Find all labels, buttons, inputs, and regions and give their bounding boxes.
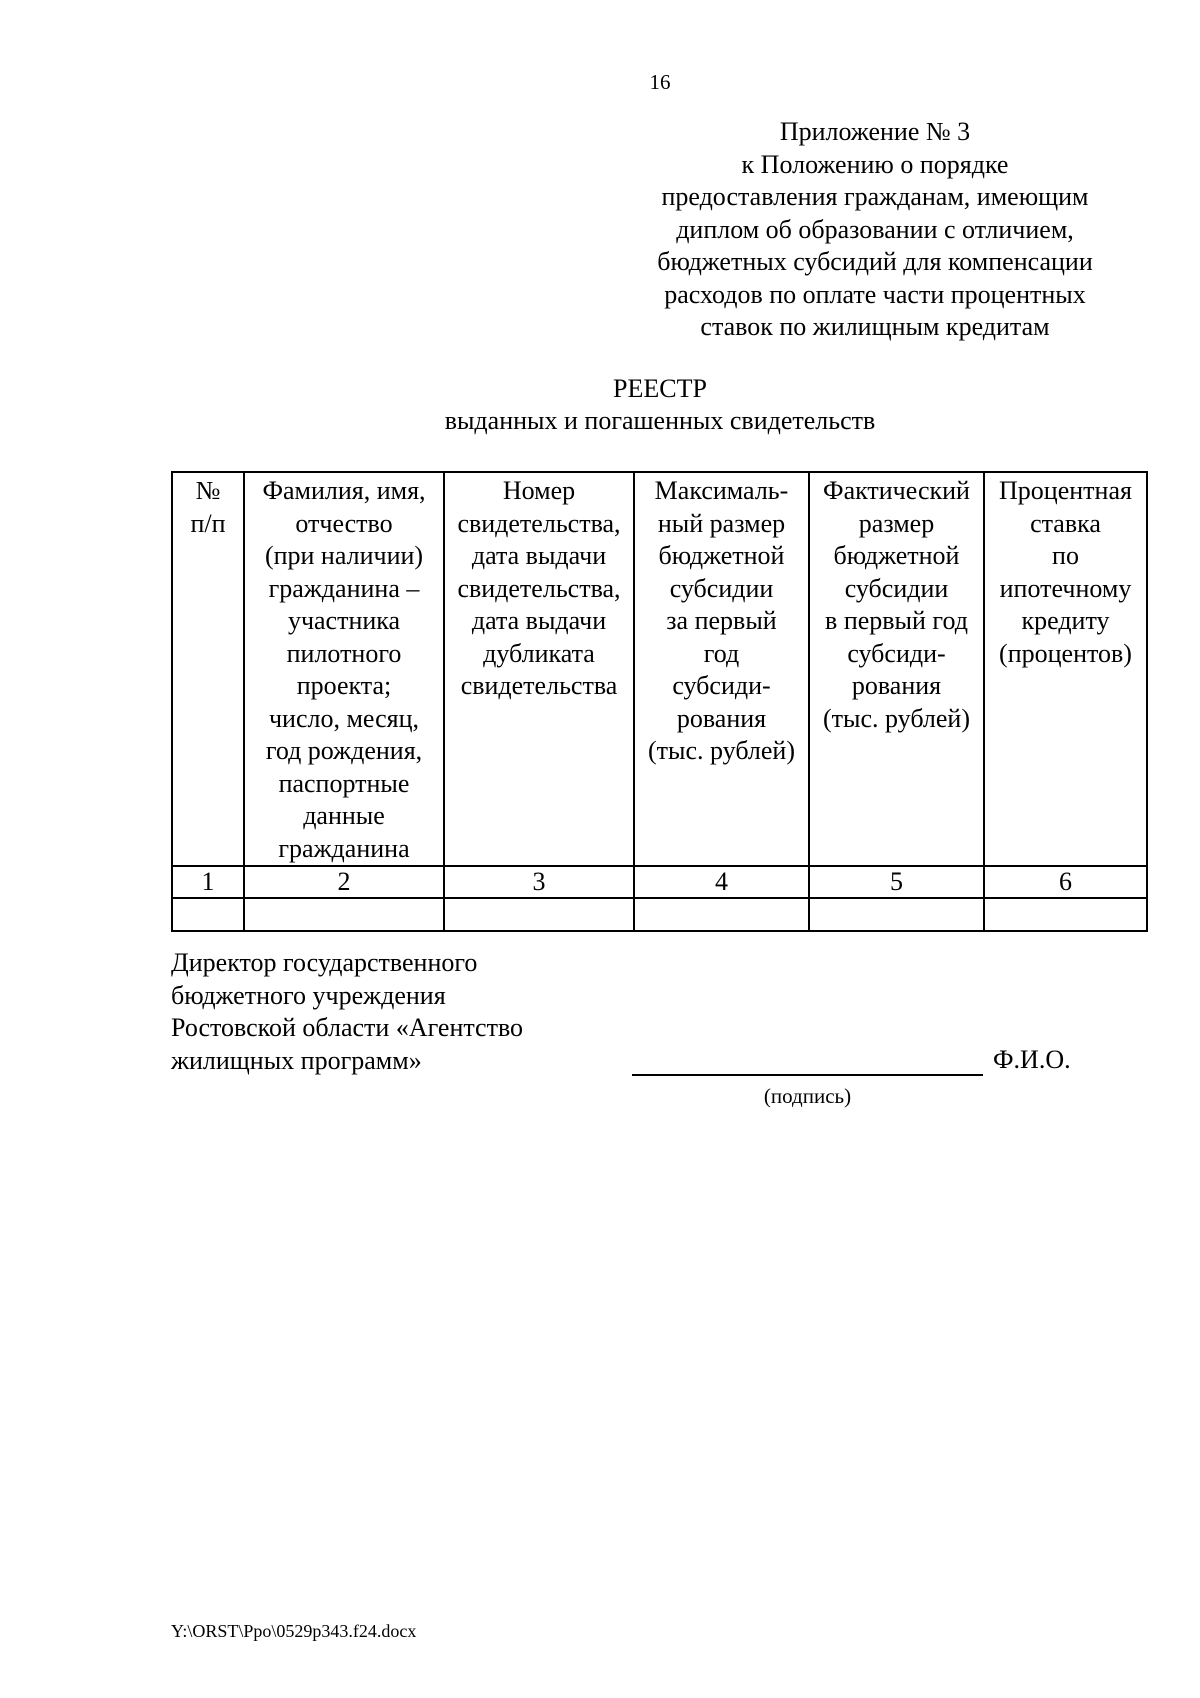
header-text: Фактический (823, 476, 970, 505)
file-path: Y:\ORST\Ppo\0529p343.f24.docx (171, 1621, 417, 1641)
header-text: дата выдачи (471, 541, 607, 570)
header-text: число, месяц, (268, 703, 420, 733)
register-heading (0, 373, 1200, 437)
header-cell-interest-rate (984, 472, 1147, 866)
header-text: субсиди- (847, 638, 946, 668)
header-text: проекта; (296, 671, 392, 700)
header-row (172, 472, 1147, 866)
header-text: рования (851, 671, 942, 700)
header-cell-certificate (444, 472, 634, 866)
header-cell-max-subsidy (634, 472, 809, 866)
header-text: пилотного (286, 638, 402, 668)
appendix-line: Приложение № 3 (779, 117, 971, 146)
column-number: 6 (984, 866, 1147, 898)
header-text: ный размер (657, 508, 786, 538)
header-text: кредиту (1021, 606, 1110, 635)
signatory-fio: Ф.И.О. (993, 1045, 1071, 1074)
header-text: Номер (502, 476, 576, 505)
header-text: дата выдачи (471, 606, 607, 635)
header-text: субсиди- (672, 671, 771, 700)
header-text: свидетельства, (457, 508, 621, 538)
signatory-line: жилищных программ» (171, 1045, 422, 1075)
header-text: рования (676, 703, 767, 733)
header-text: год рождения, (265, 736, 423, 765)
header-text: отчество (295, 508, 393, 538)
page-number: 16 (649, 70, 671, 94)
empty-cell (984, 898, 1147, 931)
appendix-line: расходов по оплате части процентных (664, 279, 1086, 309)
header-text: бюджетной (833, 541, 960, 570)
column-number: 2 (244, 866, 444, 898)
header-text: (при наличии) (264, 541, 424, 570)
header-text: год (703, 638, 740, 668)
empty-cell (172, 898, 244, 931)
signatory-line: Директор государственного (171, 948, 478, 977)
header-text: (процентов) (999, 638, 1132, 668)
empty-cell (444, 898, 634, 931)
header-text: размер (858, 508, 935, 538)
header-text: Максималь- (654, 476, 789, 505)
appendix-line: бюджетных субсидий для компенсации (657, 247, 1093, 276)
header-text: субсидии (844, 573, 949, 603)
empty-cell (634, 898, 809, 931)
signatory-line: Ростовской области «Агентство (171, 1013, 524, 1042)
empty-cell (809, 898, 984, 931)
signature-caption: (подпись) (763, 1084, 852, 1108)
header-cell-citizen (244, 472, 444, 866)
header-text: гражданина (278, 833, 410, 863)
appendix-line: к Положению о порядке (741, 149, 1009, 179)
header-text: № (195, 476, 221, 505)
header-text: паспортные (278, 768, 410, 798)
empty-data-row (172, 898, 1147, 931)
column-number: 3 (444, 866, 634, 898)
header-cell-actual-subsidy (809, 472, 984, 866)
header-text: в первый год (825, 606, 968, 635)
appendix-line: предоставления гражданам, имеющим (661, 182, 1089, 211)
header-text: п/п (190, 508, 226, 538)
header-text: бюджетной (658, 541, 785, 570)
register-title: РЕЕСТР (613, 374, 707, 403)
column-number: 5 (809, 866, 984, 898)
header-text: Фамилия, имя, (262, 476, 426, 505)
header-text: Процентная (999, 476, 1132, 505)
signatory-block (171, 947, 771, 1077)
header-text: гражданина – (268, 573, 420, 603)
header-text: (тыс. рублей) (647, 736, 795, 765)
column-number: 4 (634, 866, 809, 898)
appendix-line: диплом об образовании с отличием, (676, 214, 1074, 244)
header-text: (тыс. рублей) (822, 703, 970, 733)
column-number: 1 (172, 866, 244, 898)
header-text: ипотечному (999, 573, 1132, 603)
column-number-row (172, 866, 1147, 898)
header-text: ставка (1030, 508, 1101, 538)
appendix-heading (615, 116, 1135, 344)
header-text: субсидии (669, 573, 774, 603)
signatory-line: бюджетного учреждения (171, 980, 446, 1010)
header-cell-number (172, 472, 244, 866)
header-text: свидетельства (460, 671, 618, 700)
header-text: участника (287, 606, 401, 635)
header-text: по (1052, 541, 1079, 570)
registry-table (171, 471, 1148, 932)
signature-line (632, 1074, 983, 1076)
header-text: свидетельства, (457, 573, 621, 603)
header-text: за первый (666, 606, 777, 635)
register-subtitle: выданных и погашенных свидетельств (444, 406, 876, 435)
header-text: дубликата (483, 638, 595, 668)
empty-cell (244, 898, 444, 931)
appendix-line: ставок по жилищным кредитам (700, 312, 1050, 341)
header-text: данные (303, 801, 385, 830)
